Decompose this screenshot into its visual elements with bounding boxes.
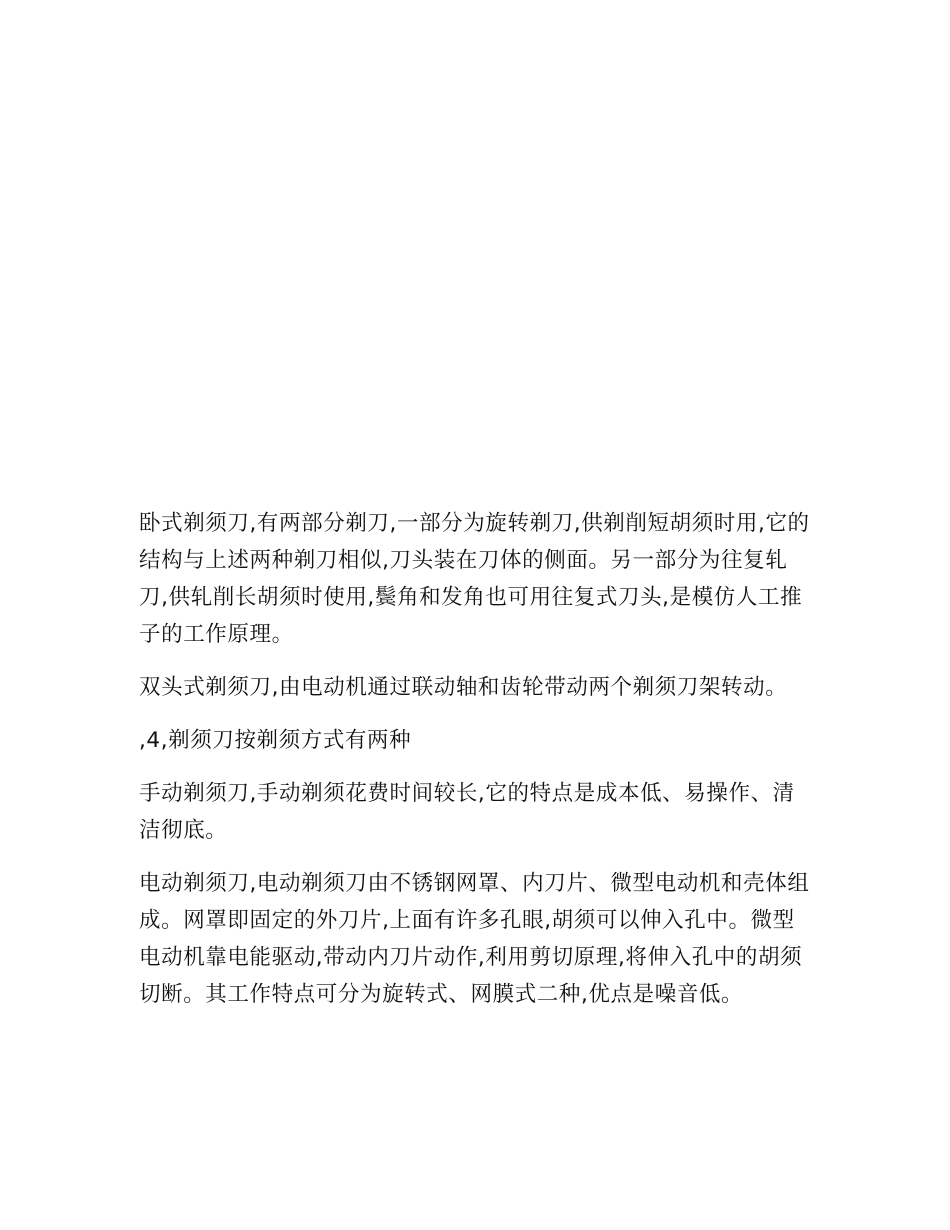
paragraph-double-head-shaver: 双头式剃须刀,由电动机通过联动轴和齿轮带动两个剃须刀架转动。 [139,675,788,700]
paragraph-manual-shaver: 手动剃须刀,手动剃须花费时间较长,它的特点是成本低、易操作、清洁彻底。 [139,781,795,843]
section-heading-shaving-methods: ,4,剃须刀按剃须方式有两种 [139,728,412,753]
paragraph-electric-shaver: 电动剃须刀,电动剃须刀由不锈钢网罩、内刀片、微型电动机和壳体组成。网罩即固定的外刀片,上面有许多孔眼,胡须可以伸入孔中。微型电动机靠电能驱动,带动内刀片动作,利用剪切原理,将伸入孔中的胡须切断。其工作特点可分为旋转式、网膜式二种,优点是噪音低。 [139,871,810,1007]
paragraph-horizontal-shaver: 卧式剃须刀,有两部分剃刀,一部分为旋转剃刀,供剃削短胡须时用,它的结构与上述两种剃刀相似,刀头装在刀体的侧面。另一部分为往复轧刀,供轧削长胡须时使用,鬓角和发角也可用往复式刀头,是模仿人工推子的工作原理。 [139,511,810,647]
document-body [139,505,811,1029]
